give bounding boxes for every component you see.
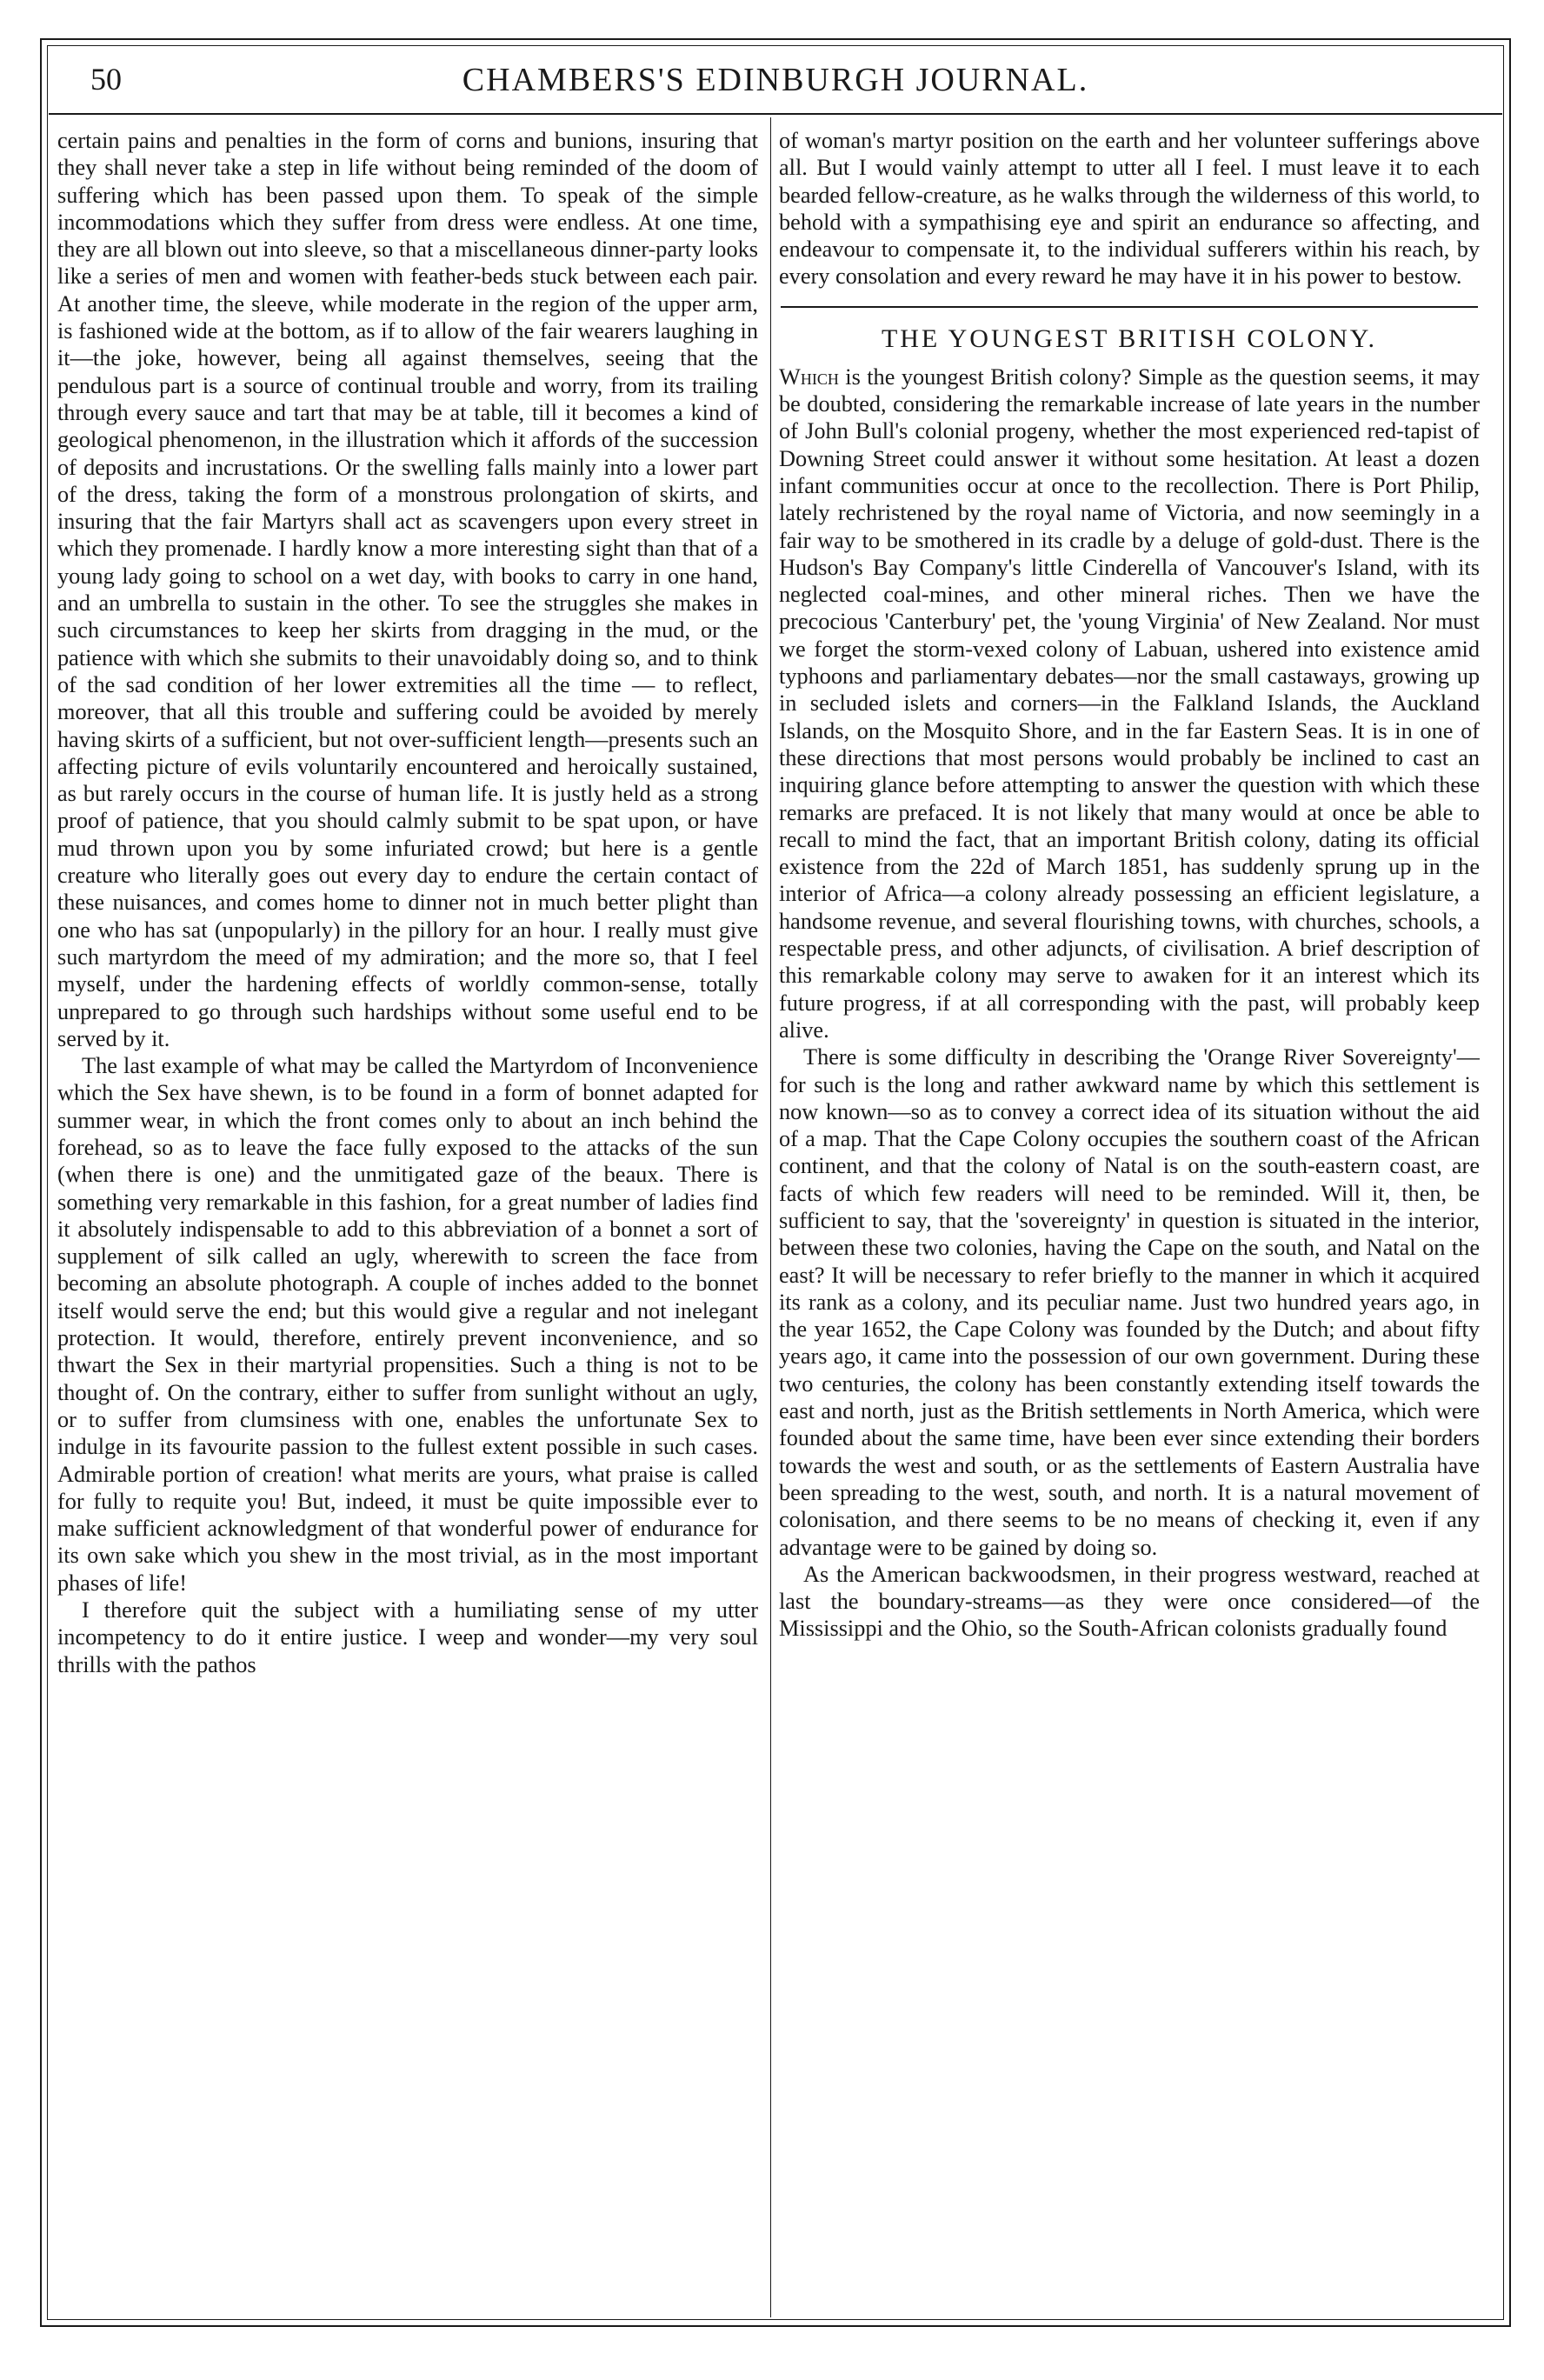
section-divider: [781, 306, 1478, 308]
left-column: [57, 127, 758, 2310]
paragraph: As the American backwoodsmen, in their progress westward, reached at last the boundary-streams—as they were once considered—of the Mississippi and the Ohio, so the South-African colonists gradually found: [779, 1561, 1480, 1642]
paragraph: There is some difficulty in describing the 'Orange River Sovereignty'—for such is the long and rather awkward name by which this settlement is now known—so as to convey a correct idea of its situation without the aid of a map. That the Cape Colony occupies the southern coast of the African continent, and that the colony of Natal is on the south-eastern coast, are facts of which few readers will need to be reminded. Will it, then, be sufficient to say, that the 'sovereignty' in question is situated in the interior, between these two colonies, having the Cape on the south, and Natal on the east? It will be necessary to refer briefly to the manner in which it acquired its rank as a colony, and its peculiar name. Just two hundred years ago, in the year 1652, the Cape Colony was founded by the Dutch; and about fifty years ago, it came into the possession of our own government. During these two centuries, the colony has been constantly extending itself towards the east and north, just as the British settlements in North America, which were founded about the same time, have been ever since extending their borders towards the west and south, or as the settlements of Eastern Australia have been spreading to the west, south, and north. It is a natural movement of colonisation, and there seems to be no means of checking it, even if any advantage were to be gained by doing so.: [779, 1044, 1480, 1560]
right-column: [779, 127, 1480, 2310]
journal-title: CHAMBERS'S EDINBURGH JOURNAL.: [462, 62, 1089, 98]
paragraph: of woman's martyr position on the earth and her volunteer sufferings above all. But I would vainly attempt to utter all I feel. I must leave it to each bearded fellow-creature, as he walks through the wilderness of this world, to behold with a sympathising eye and spirit an endurance so affecting, and endeavour to compensate it, to the individual sufferers within his reach, by every consolation and every reward he may have it in his power to bestow.: [779, 128, 1480, 290]
paragraph: certain pains and penalties in the form of corns and bunions, insuring that they shall never take a step in life without being reminded of the doom of suffering which has been passed upon them. To speak of the simple incommodations which they suffer from dress were endless. At one time, they are all blown out into sleeve, so that a miscellaneous dinner-party looks like a series of men and women with feather-beds stuck between each pair. At another time, the sleeve, while moderate in the region of the upper arm, is fashioned wide at the bottom, as if to allow of the fair wearers laughing in it—the joke, however, being all against themselves, seeing that the pendulous part is a source of continual trouble and worry, from its trailing through every sauce and tart that may be at table, till it becomes a kind of geological phenomenon, in the illustration which it affords of the succession of deposits and incrustations. Or the swelling falls mainly into a lower part of the dress, taking the form of a monstrous prolongation of skirts, and insuring that the fair Martyrs shall act as scavengers upon every street in which they promenade. I hardly know a more interesting sight than that of a young lady going to school on a wet day, with books to carry in one hand, and an umbrella to sustain in the other. To see the struggles she makes in such circumstances to keep her skirts from dragging in the mud, or the patience with which she submits to their unavoidably doing so, and to think of the sad condition of her lower extremities all the time — to reflect, moreover, that all this trouble and suffering could be avoided by merely having skirts of a sufficient, but not over-sufficient length—presents such an affecting picture of evils voluntarily encountered and heroically sustained, as but rarely occurs in the course of human life. It is justly held as a strong proof of patience, that you should calmly submit to be spat upon, or have mud thrown upon you by some infuriated crowd; but here is a gentle creature who literally goes out every day to endure the certain contact of these nuisances, and comes home to dinner not in much better plight than one who has sat (unpopularly) in the pillory for an hour. I really must give such martyrdom the meed of my admiration; and the more so, that I feel myself, under the hardening effects of worldly common-sense, totally unprepared to go through such hardships without some useful end to be served by it.: [57, 128, 758, 1051]
page-header: [49, 61, 1502, 111]
paragraph: The last example of what may be called the Martyrdom of Inconvenience which the Sex have shewn, is to be found in a form of bonnet adapted for summer wear, in which the front comes only to about an inch behind the forehead, so as to leave the face fully exposed to the attacks of the sun (when there is one) and the unmitigated gaze of the beaux. There is something very remarkable in this fashion, for a great number of ladies find it absolutely indispensable to add to this abbreviation of a bonnet a sort of supplement of silk called an ugly, wherewith to screen the face from becoming an absolute photograph. A couple of inches added to the bonnet itself would serve the end; but this would give a regular and not inelegant protection. It would, therefore, entirely prevent inconvenience, and so thwart the Sex in their martyrial propensities. Such a thing is not to be thought of. On the contrary, either to suffer from sunlight without an ugly, or to suffer from clumsiness with one, enables the unfortunate Sex to indulge in its favourite passion to the fullest extent possible in such cases. Admirable portion of creation! what merits are yours, what praise is called for fully to requite you! But, indeed, it must be quite impossible ever to make sufficient acknowledgment of that wonderful power of endurance for its own sake which you shew in the most trivial, as in the most important phases of life!: [57, 1053, 758, 1596]
paragraph: I therefore quit the subject with a humiliating sense of my utter incompetency to do it entire justice. I weep and wonder—my very soul thrills with the pathos: [57, 1597, 758, 1677]
column-divider: [770, 117, 771, 2317]
lead-word: Which: [779, 363, 839, 390]
article-lead-paragraph: [779, 363, 1480, 1043]
paragraph-body: is the youngest British colony? Simple as the question seems, it may be doubted, considering the remarkable increase of late years in the number of John Bull's colonial progeny, whether the most experienced red-tapist of Downing Street could answer it without some hesitation. At least a dozen infant communities occur at once to the recollection. There is Port Philip, lately rechristened by the royal name of Victoria, and now seemingly in a fair way to be smothered in its cradle by a deluge of gold-dust. There is the Hudson's Bay Company's little Cinderella of Vancouver's Island, with its neglected coal-mines, and other mineral riches. Then we have the precocious 'Canterbury' pet, the 'young Virginia' of New Zealand. Nor must we forget the storm-vexed colony of Labuan, ushered into existence amid typhoons and parliamentary debates—nor the small castaways, growing up in secluded islets and corners—in the Falkland Islands, the Auckland Islands, on the Mosquito Shore, and in the far Eastern Seas. It is in one of these directions that most persons would probably be inclined to cast an inquiring glance before attempting to answer the question with which these remarks are prefaced. It is not likely that many would at once be able to recall to mind the fact, that an important British colony, dating its official existence from the 22d of March 1851, has suddenly sprung up in the interior of Africa—a colony already possessing an efficient legislature, a handsome revenue, and several flourishing towns, with churches, schools, a respectable press, and other adjuncts, of civilisation. A brief description of this remarkable colony may serve to awaken for it an interest which its future progress, if at all corresponding with the past, will probably keep alive.: [779, 363, 1480, 1043]
page-number: 50: [90, 62, 122, 97]
article-title: THE YOUNGEST BRITISH COLONY.: [881, 323, 1378, 353]
header-rule: [49, 113, 1502, 115]
